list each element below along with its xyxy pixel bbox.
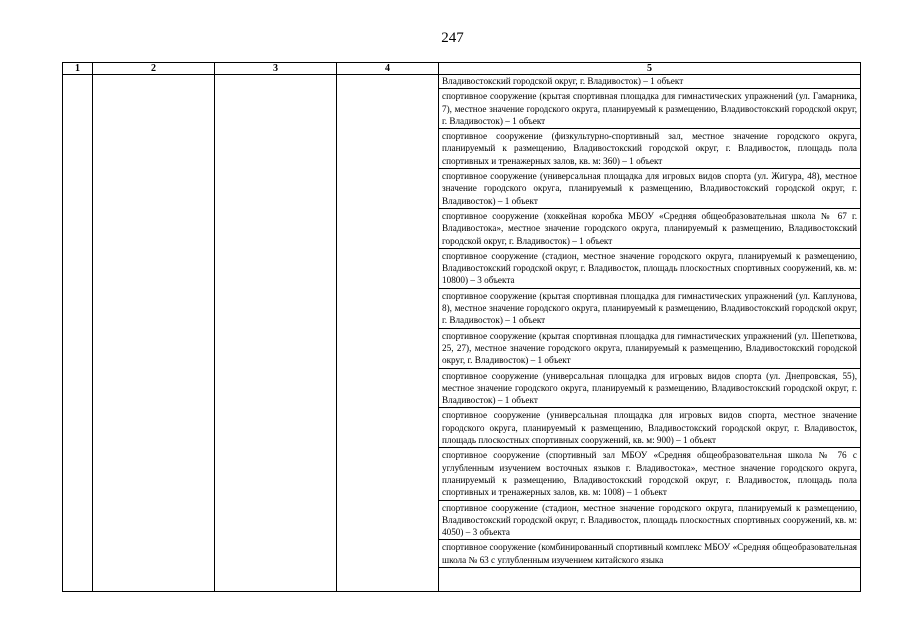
list-item: спортивное сооружение (крытая спортивная площадка для гимнастических упражнений (ул. Гамарника, 7), местное значение городского округа, планируемый к размещению, Владивостокский городской округ, г. Владивосток) – 1 объект (439, 89, 860, 129)
column-3-cell (215, 75, 337, 592)
list-item: спортивное сооружение (комбинированный спортивный комплекс МБОУ «Средняя общеобразовательная школа № 63 с углубленным изучением китайского языка (439, 540, 860, 568)
column-5-cell (439, 75, 861, 592)
table-row (63, 75, 861, 592)
column-header-1: 1 (63, 63, 93, 75)
list-item: спортивное сооружение (универсальная площадка для игровых видов спорта (ул. Жигура, 48), местное значение городского округа, планируемый к размещению, Владивостокский городской округ, г. Владивосток) – 1 объект (439, 169, 860, 209)
entries-list (439, 75, 860, 591)
document-table (62, 62, 861, 592)
list-item: спортивное сооружение (стадион, местное значение городского округа, планируемый к размещению, Владивостокский городской округ, г. Владивосток, площадь плоскостных спортивных сооружений, кв. м: 4050) – 3 объекта (439, 501, 860, 541)
column-header-4: 4 (337, 63, 439, 75)
column-4-cell (337, 75, 439, 592)
list-item: Владивостокский городской округ, г. Владивосток) – 1 объект (439, 75, 860, 89)
column-header-2: 2 (93, 63, 215, 75)
list-item: спортивное сооружение (универсальная площадка для игровых видов спорта (ул. Днепровская, 55), местное значение городского округа, планируемый к размещению, Владивостокский городской округ, г. Владивосток) – 1 объект (439, 369, 860, 409)
list-item: спортивное сооружение (хоккейная коробка МБОУ «Средняя общеобразовательная школа № 67 г. Владивостока», местное значение городского округа, планируемый к размещению, Владивостокский городской округ, г. Владивосток) – 1 объект (439, 209, 860, 249)
list-item: спортивное сооружение (стадион, местное значение городского округа, планируемый к размещению, Владивостокский городской округ, г. Владивосток, площадь плоскостных спортивных сооружений, кв. м: 10800) – 3 объекта (439, 249, 860, 289)
list-item: спортивное сооружение (спортивный зал МБОУ «Средняя общеобразовательная школа № 76 с углубленным изучением восточных языков г. Владивостока», местное значение городского округа, планируемый к размещению, Владивостокский городской округ, г. Владивосток, площадь пола спортивных и тренажерных залов, кв. м: 1008) – 1 объект (439, 448, 860, 500)
column-header-3: 3 (215, 63, 337, 75)
column-2-cell (93, 75, 215, 592)
list-item: спортивное сооружение (крытая спортивная площадка для гимнастических упражнений (ул. Каплунова, 8), местное значение городского округа, планируемый к размещению, Владивостокский городской округ, г. Владивосток) – 1 объект (439, 289, 860, 329)
column-1-cell (63, 75, 93, 592)
column-header-5: 5 (439, 63, 861, 75)
list-item: спортивное сооружение (крытая спортивная площадка для гимнастических упражнений (ул. Шепеткова, 25, 27), местное значение городского округа, планируемый к размещению, Владивостокский городской округ, г. Владивосток) – 1 объект (439, 329, 860, 369)
list-item: спортивное сооружение (физкультурно-спортивный зал, местное значение городского округа, планируемый к размещению, Владивостокский городской округ, г. Владивосток, площадь пола спортивных и тренажерных залов, кв. м: 360) – 1 объект (439, 129, 860, 169)
header-row (63, 63, 861, 75)
list-item: спортивное сооружение (универсальная площадка для игровых видов спорта, местное значение городского округа, планируемый к размещению, Владивостокский городской округ, г. Владивосток, площадь плоскостных спортивных сооружений, кв. м: 900) – 1 объект (439, 408, 860, 448)
page-number: 247 (441, 30, 464, 46)
